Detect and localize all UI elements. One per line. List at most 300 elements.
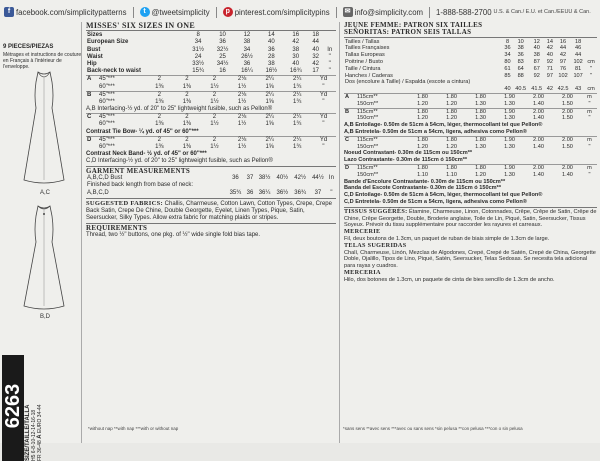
merceria-text: Hilo, dos botones de 1.3cm, un paquete de cinta de bies sencillo de 1.3cm de ancho. (344, 276, 555, 283)
table-cell: 2.00 (562, 108, 573, 115)
table-cell (585, 79, 597, 86)
contact-bar (4, 4, 596, 20)
table-cell: 1.30 (475, 143, 486, 150)
divider (336, 7, 337, 18)
table-cell: Yd (319, 91, 328, 98)
table-cell: m (587, 93, 592, 100)
table-cell: 1.80 (475, 93, 486, 100)
table-cell: In (328, 175, 334, 182)
table-cell: 83 (517, 58, 524, 65)
table-cell: 15¾ (192, 68, 204, 75)
table-cell: 1.20 (475, 171, 486, 178)
mercerie-title: MERCERIE (344, 228, 381, 236)
table-cell: Tailles Françaises (345, 45, 390, 52)
table-cell: 1¾ (293, 83, 302, 90)
table-cell: " (328, 53, 331, 60)
table-cell: 45"*** (99, 76, 115, 83)
table-cell: m (587, 136, 592, 143)
table-cell: 115cm** (357, 136, 378, 143)
table-cell: 36 (504, 45, 511, 52)
interfacing-ab: A,B Interfacing-½ yd. of 20" to 25" lightweight fusible, such as Pellon® (86, 106, 273, 113)
facebook-link[interactable]: f facebook.com/simplicitypatterns (4, 7, 127, 17)
table-cell: 60"*** (99, 121, 115, 128)
table-cell: 1.80 (417, 108, 428, 115)
table-cell: 33½ (192, 61, 204, 68)
pieces-count: 9 PIECES/PIEZAS (3, 44, 54, 50)
table-cell: 81 (574, 65, 582, 72)
table-cell (323, 32, 336, 39)
tissus-text: Étamine, Charmeuse, Linon, Cotonnades, Crêpe, Crêpe de Satin, Crêpe de Chine, Crêpe Georgette, Double, Broderie anglaise, Toile de Lin, Piqué, Satin, Seersucker, Tissus Soyeux. Prévoir du tissu supplémentaire pour raccorder les rayures et carreaux. (344, 208, 597, 229)
table-cell: " (322, 143, 325, 150)
table-row (86, 121, 336, 128)
table-cell: 43 (574, 86, 582, 93)
divider (429, 7, 430, 18)
table-cell: Sizes (87, 32, 103, 39)
table-cell (513, 79, 529, 86)
table-cell: 1½ (210, 121, 219, 128)
table-cell: Yd (319, 114, 328, 121)
table-cell: 1⅜ (155, 83, 164, 90)
yardage-table-d (86, 136, 336, 151)
table-cell: 1⅜ (155, 143, 164, 150)
table-cell: 1.40 (533, 100, 544, 107)
facebook-icon: f (4, 7, 14, 17)
table-cell: 25 (219, 53, 226, 60)
table-cell: 1.50 (562, 143, 573, 150)
section-title-fr: JEUNE FEMME: PATRON SIX TAILLES (344, 21, 483, 29)
table-row (344, 52, 597, 59)
table-cell: 2¼ (265, 114, 274, 121)
table-cell: 1.80 (475, 108, 486, 115)
table-cell: 1.90 (504, 136, 515, 143)
table-cell (273, 182, 291, 189)
table-cell: 1⅝ (265, 143, 274, 150)
table-cell: 2 (157, 114, 161, 121)
table-cell (327, 182, 336, 189)
table-cell: 8 (505, 38, 510, 45)
table-cell: 80 (504, 58, 511, 65)
view-label: B (345, 108, 350, 115)
table-cell: 2¼ (265, 91, 274, 98)
table-cell: " (588, 100, 591, 107)
table-cell: 42 (559, 52, 567, 59)
table-row (344, 79, 597, 86)
table-cell: 1⅜ (155, 121, 164, 128)
table-cell (323, 39, 336, 46)
figure-label-ac: A,C (40, 190, 51, 196)
section-title-es: SEÑORITAS: PATRON SEIS TALLAS (344, 27, 472, 36)
table-cell: 1.20 (417, 143, 428, 150)
table-cell: 2 (185, 136, 189, 143)
table-cell: 1½ (210, 143, 219, 150)
requirements-title: REQUIREMENTS (86, 223, 148, 232)
table-row (344, 136, 597, 143)
table-cell: 102 (573, 58, 583, 65)
view-label: D (345, 164, 350, 171)
view-label: C (345, 136, 350, 143)
table-cell: 42 (292, 39, 300, 46)
size-euro: EURO 34-44 (37, 404, 43, 434)
divider (86, 30, 336, 31)
french-spanish-column (339, 22, 597, 443)
table-cell (344, 86, 502, 93)
divider (133, 7, 134, 18)
table-row (344, 108, 597, 115)
table-cell: 1.40 (562, 171, 573, 178)
table-cell: 40 (312, 46, 320, 53)
table-cell: A,B,C,D Bust (87, 175, 123, 182)
table-cell (227, 182, 245, 189)
table-cell: 1½ (237, 83, 247, 90)
table-cell: Hanches / Caderas (345, 72, 393, 79)
metrage-table-ab (344, 93, 597, 122)
table-cell (585, 45, 597, 52)
table-cell: 2⅛ (237, 136, 247, 143)
table-cell: " (590, 72, 593, 79)
noeud-contrastant: Noeud Contrastant- 0.30m de 115cm ou 150cm** (344, 150, 473, 157)
table-cell: 42 (546, 86, 553, 93)
table-cell: 1½ (237, 99, 247, 106)
table-cell: 1.80 (446, 136, 457, 143)
table-cell: 14 (268, 32, 275, 39)
sens-footnote: *sans sens **avec sens ***avec ou sans sens *sin pelusa **con pelusa ***con o sin pelusa (343, 426, 523, 431)
table-cell: 38 (517, 45, 524, 52)
entoilage-cd: C,D Entoilage- 0.50m de 51cm à 54cm, léger, thermocollant tel que Pellon® (344, 192, 543, 199)
table-cell (291, 182, 309, 189)
size-h: H5 6-8-10-12-14-16-18 (31, 409, 37, 461)
figure-label-bd: B,D (40, 314, 51, 320)
table-cell: 16½ (265, 68, 278, 75)
table-cell: 40 (268, 39, 275, 46)
dress-back-illustration (18, 202, 70, 314)
table-cell: " (328, 68, 331, 75)
pattern-number: 6263 (2, 383, 24, 429)
table-cell: 1⅝ (265, 121, 274, 128)
table-cell: 2 (157, 91, 161, 98)
table-cell: 1.30 (475, 100, 486, 107)
mercerie-text: Fil, deux boutons de 1.3cm, un paquet de ruban de biais simple de 1.3cm de large. (344, 235, 550, 242)
table-cell: 36 (232, 175, 239, 182)
table-cell: 1⅜ (182, 143, 192, 150)
lazo-contrastante: Lazo Contrastante- 0.30m de 115cm ó 150cm** (344, 157, 468, 164)
pattern-number-box (2, 355, 24, 461)
table-cell: 1.20 (446, 115, 457, 122)
table-cell: 34 (504, 52, 511, 59)
pieces-note: Métrages et instructions de couture en Français à l'intérieur de l'enveloppe. (3, 52, 82, 70)
bande-encolure: Bande d'Encolure Contrastante- 0.30m de 115cm ou 150cm** (344, 178, 506, 185)
table-row (344, 45, 597, 52)
table-row (344, 144, 597, 151)
table-row (86, 61, 336, 68)
table-cell: A,B,C,D (87, 189, 109, 196)
table-cell: " (588, 171, 591, 178)
table-cell: 2.00 (562, 93, 573, 100)
table-cell: 1.30 (504, 115, 515, 122)
table-cell: 40 (504, 86, 511, 93)
table-cell: 71 (546, 65, 553, 72)
view-label: B (87, 91, 92, 98)
table-cell: 16¼ (241, 68, 253, 75)
view-label: C (87, 114, 92, 121)
table-cell: 12 (533, 38, 540, 45)
table-cell: 2.00 (562, 136, 573, 143)
table-cell: 42 (312, 61, 320, 68)
table-cell: 18 (574, 38, 582, 45)
table-cell: 35¾ (229, 189, 242, 196)
table-cell: m (587, 164, 592, 171)
table-cell: 150cm** (357, 171, 379, 178)
table-cell: 45"*** (99, 91, 115, 98)
twitter-link[interactable]: t @tweetsimplicity (140, 7, 210, 17)
telas-title: TELAS SUGERIDAS (344, 241, 407, 249)
table-cell: Hip (87, 61, 97, 68)
table-row (86, 144, 336, 151)
table-cell: " (588, 143, 591, 150)
entretela-cd: C,D Entretela- 0.50m de 51cm a 54cm, ligera, adhesiva como Pellon® (344, 198, 527, 205)
table-cell: 36¼ (258, 189, 271, 196)
table-cell: 2⅛ (237, 76, 247, 83)
table-cell: 150cm** (357, 143, 379, 150)
nap-footnote: *without nap **with nap ***with or without nap (88, 426, 179, 431)
interfacing-cd: C,D Interfacing-½ yd. of 20" to 25" lightweight fusible, such as Pellon® (86, 158, 273, 165)
banda-escote: Banda del Escote Contrastante- 0.30m de 115cm ó 150cm** (344, 185, 502, 192)
garment-measurements-table (86, 175, 336, 197)
table-cell: 92 (546, 58, 553, 65)
table-row (86, 54, 336, 61)
table-cell: 45"*** (99, 136, 115, 143)
table-cell: 1½ (210, 83, 219, 90)
table-cell: 16 (219, 68, 226, 75)
table-cell: 1.20 (446, 143, 457, 150)
table-cell: 38 (292, 46, 300, 53)
view-label (86, 121, 98, 128)
table-cell: 60"*** (99, 143, 115, 150)
table-cell (585, 39, 597, 46)
table-cell: Finished back length from base of neck: (87, 182, 194, 189)
table-cell: 1.20 (446, 100, 457, 107)
entretela-ab: A,B Entretela- 0.50m de 51cm a 54cm, ligera, adhesiva como Pellon® (344, 128, 527, 135)
email-link[interactable]: ✉ info@simplicity.com (343, 7, 423, 17)
table-cell: 2⅛ (237, 91, 247, 98)
table-row (86, 47, 336, 54)
table-cell: Back-neck to waist (87, 68, 142, 75)
table-cell: 36 (268, 46, 275, 53)
divider (216, 7, 217, 18)
table-cell: 1.90 (504, 164, 515, 171)
table-cell: 36 (243, 61, 251, 68)
table-cell: 2¼ (293, 136, 302, 143)
table-cell: Poitrine / Busto (345, 58, 383, 65)
table-row (86, 91, 336, 99)
table-cell: 88 (517, 72, 524, 79)
table-cell: 41.5 (531, 86, 543, 93)
twitter-icon: t (140, 7, 150, 17)
table-cell: 34 (243, 46, 251, 53)
table-cell: 32 (312, 53, 320, 60)
table-row (344, 66, 597, 73)
divider (344, 37, 597, 38)
table-cell: 46 (574, 45, 582, 52)
table-cell: 42½ (294, 175, 306, 182)
table-cell (244, 182, 255, 189)
size-fr: FR 36-48 (37, 440, 43, 461)
table-cell: 1.30 (504, 171, 515, 178)
table-cell: 76 (559, 65, 567, 72)
table-cell: 1½ (210, 99, 219, 106)
table-cell (502, 79, 512, 86)
garment-measurements-title: GARMENT MEASUREMENTS (86, 167, 191, 176)
requirements-text: Thread, two ½" buttons, one pkg. of ½" wide single fold bias tape. (86, 232, 261, 239)
table-cell: 30 (292, 53, 300, 60)
table-row (344, 164, 597, 171)
table-cell: 1⅜ (155, 99, 164, 106)
table-cell: 2.00 (562, 164, 573, 171)
table-cell: 40½ (276, 175, 289, 182)
table-row (86, 32, 336, 39)
table-cell (555, 79, 571, 86)
view-label (86, 144, 98, 151)
view-label (344, 144, 356, 151)
table-cell: 1.80 (475, 136, 486, 143)
table-cell: 85 (504, 72, 511, 79)
table-cell: 1.50 (562, 115, 573, 122)
size-label: SIZE/TAILLE/TALLA (25, 404, 31, 461)
tissus-title: TISSUS SUGGÉRÉS: (344, 207, 408, 215)
table-cell: 18 (312, 32, 320, 39)
table-cell (256, 182, 274, 189)
table-cell: 1.40 (533, 143, 544, 150)
table-row (344, 59, 597, 66)
table-cell: 2 (212, 114, 217, 121)
table-cell: 40 (292, 61, 300, 68)
table-cell: 1.80 (475, 164, 486, 171)
table-cell: 37 (246, 175, 254, 182)
table-cell: 10 (517, 38, 524, 45)
table-cell: 32½ (216, 46, 229, 53)
table-cell: 2¼ (293, 91, 302, 98)
table-cell: 1.50 (562, 100, 573, 107)
table-cell: 97 (559, 58, 567, 65)
table-row (86, 39, 336, 46)
table-cell: 1.80 (417, 136, 428, 143)
table-cell: 40 (533, 45, 540, 52)
table-cell: " (322, 83, 325, 90)
table-cell: 1.40 (533, 171, 544, 178)
suggested-fabrics-title: SUGGESTED FABRICS: (86, 199, 163, 207)
phone-number: 1-888-588-2700 U.S. & Can./ E.U. et Can./EEUU & Can. (436, 7, 591, 17)
table-cell: 34½ (216, 61, 229, 68)
table-cell: Yd (319, 76, 328, 83)
view-label (344, 172, 356, 179)
table-cell: 150cm** (357, 100, 379, 107)
table-cell: 31½ (192, 46, 204, 53)
divider (86, 198, 336, 199)
telas-text: Chalí, Charmeuse, Linón, Mezclas de Algodones, Crepé, Crepé de Satén, Crepé de China, Georgette Doble, Ojalillo, Tipos de Lino, Piqué, Satén, Seersucker, Telas Sedosas. Se necesita tela adicional para rayas y cuadros. (344, 249, 596, 270)
table-cell: In (327, 46, 333, 53)
pinterest-link[interactable]: p pinterest.com/simplicitypins (223, 7, 330, 17)
table-cell: Waist (87, 53, 103, 60)
table-cell: 1¾ (293, 121, 302, 128)
table-cell: 1.80 (446, 108, 457, 115)
table-cell: 2 (185, 91, 189, 98)
view-label (344, 101, 356, 108)
table-cell: Tallas Europeas (345, 52, 385, 59)
table-cell: 45"*** (99, 114, 115, 121)
table-cell: 36 (246, 189, 254, 196)
table-cell: 2 (212, 76, 217, 83)
dress-front-illustration (18, 68, 70, 188)
table-row (86, 136, 336, 144)
table-cell: Tailles / Tallas (345, 38, 380, 45)
table-cell: 1.90 (504, 93, 515, 100)
table-cell: 1⅜ (182, 121, 192, 128)
table-row (86, 84, 336, 92)
table-cell: 107 (573, 72, 583, 79)
table-cell: 17 (312, 68, 320, 75)
size-range-box (25, 355, 45, 461)
table-cell: 38 (533, 52, 540, 59)
table-cell: 1.80 (417, 164, 428, 171)
table-cell: 2 (212, 91, 217, 98)
table-row (86, 190, 336, 197)
table-cell: 42 (546, 45, 553, 52)
table-cell: 1.10 (417, 171, 428, 178)
table-cell: 2.00 (533, 164, 544, 171)
table-cell: 1.30 (475, 115, 486, 122)
table-cell: " (588, 115, 591, 122)
table-cell (585, 52, 597, 59)
table-cell: 2⅛ (237, 114, 247, 121)
table-cell: 102 (558, 72, 568, 79)
table-cell: 2¼ (293, 76, 302, 83)
table-cell: 115cm** (357, 93, 378, 100)
table-cell: 42.5 (557, 86, 569, 93)
pinterest-icon: p (223, 7, 233, 17)
table-cell (571, 79, 585, 86)
table-cell: " (328, 61, 331, 68)
table-cell: 1.80 (446, 164, 457, 171)
yardage-table-c (86, 113, 336, 128)
table-cell: Yd (319, 136, 328, 143)
table-cell (309, 182, 327, 189)
table-cell: 60"*** (99, 83, 115, 90)
table-cell (529, 79, 545, 86)
table-cell: 2 (185, 76, 189, 83)
table-cell: 1.90 (504, 108, 515, 115)
metrage-table-c (344, 136, 597, 151)
table-row (86, 68, 336, 75)
table-cell: 36 (517, 52, 524, 59)
table-cell: 16 (292, 32, 300, 39)
table-cell: Taille / Cintura (345, 65, 381, 72)
table-cell: 44 (574, 52, 582, 59)
table-cell: 60"*** (99, 99, 115, 106)
table-row (86, 175, 336, 182)
table-cell: 1¾ (293, 99, 302, 106)
table-cell: 44½ (312, 175, 324, 182)
table-cell: 1¾ (293, 143, 302, 150)
table-cell: 44 (559, 45, 567, 52)
table-row (344, 73, 597, 80)
table-row (86, 182, 336, 189)
table-cell: 97 (546, 72, 553, 79)
table-cell: 67 (533, 65, 540, 72)
entoilage-ab: A,B Entoilage- 0.50m de 51cm à 54cm, léger, thermocollant tel que Pellon® (344, 122, 543, 129)
table-cell: 44 (312, 39, 320, 46)
table-cell: 1.80 (446, 93, 457, 100)
table-cell: 36½ (276, 189, 289, 196)
table-cell: 1.20 (417, 100, 428, 107)
